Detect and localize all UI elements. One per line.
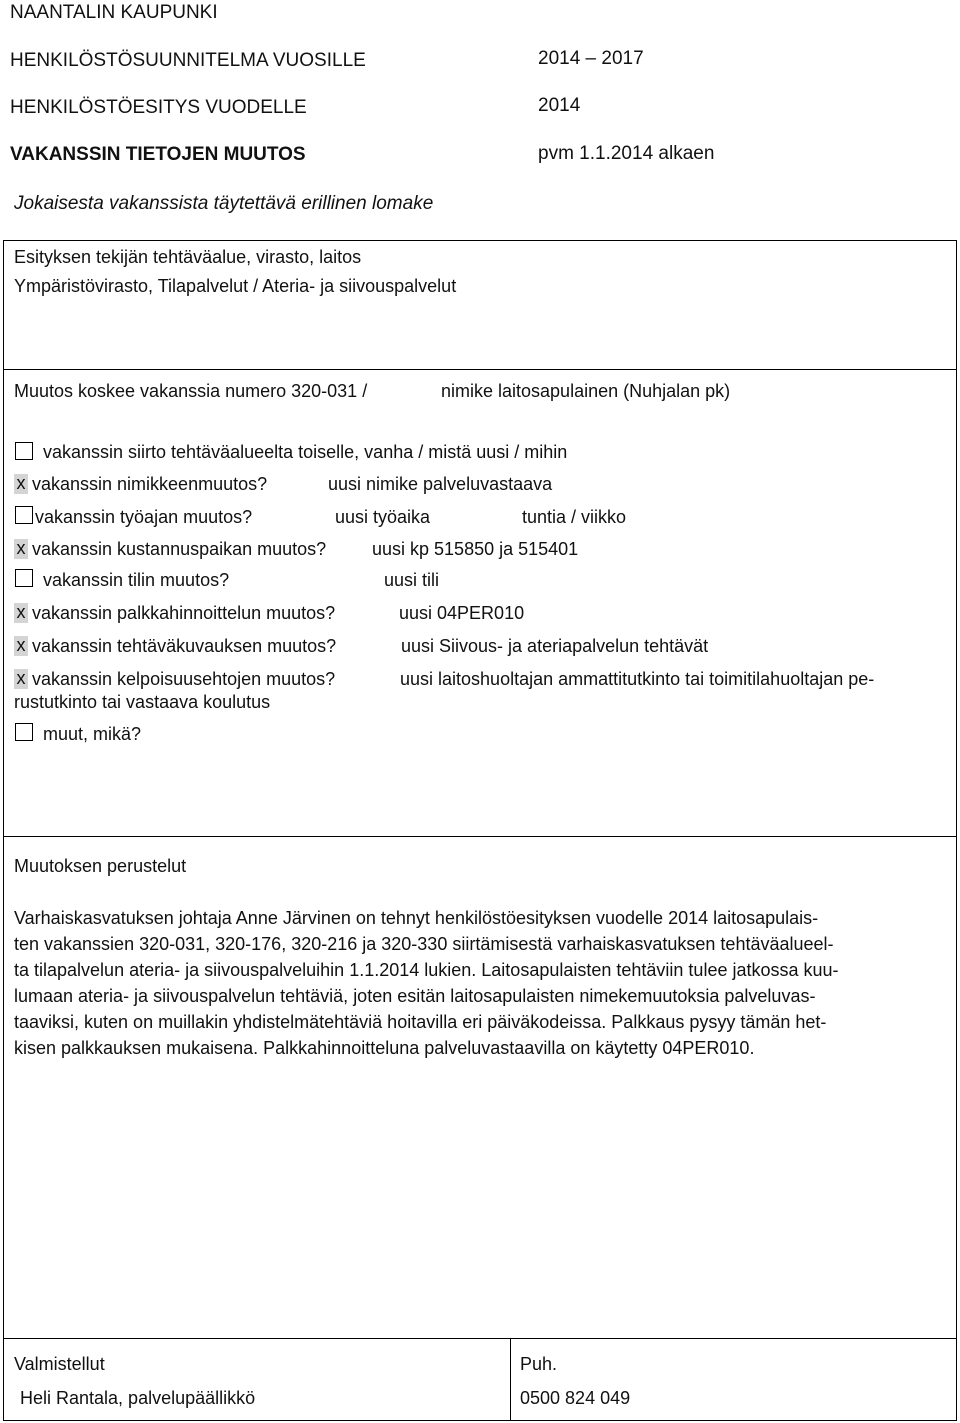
box2-top-border: [3, 369, 957, 370]
hours-change-label: vakanssin työajan muutos?: [35, 507, 253, 527]
job-description-value: uusi Siivous- ja ateriapalvelun tehtävät: [401, 636, 709, 656]
form-instruction: Jokaisesta vakanssista täytettävä erillinen lomake: [14, 193, 434, 214]
checkbox-qualifications-change[interactable]: x: [14, 669, 28, 689]
box2-right-border: [956, 369, 957, 837]
checkbox-job-description-change[interactable]: x: [14, 636, 28, 656]
footer-column-divider: [510, 1338, 511, 1421]
box3-left-border: [3, 836, 4, 1339]
account-change-value: uusi tili: [384, 570, 440, 590]
justification-line: Varhaiskasvatuksen johtaja Anne Järvinen on tehnyt henkilöstöesityksen vuodelle 2014 laitosapulais-: [14, 908, 819, 928]
vacancy-title: nimike laitosapulainen (Nuhjalan pk): [441, 381, 731, 401]
checkbox-title-change[interactable]: x: [14, 474, 28, 494]
change-title: VAKANSSIN TIETOJEN MUUTOS: [10, 144, 306, 165]
justification-line: taaviksi, kuten on muillakin yhdistelmätehtäviä hoitavilla eri päiväkodeissa. Palkkaus pysyy tämän het-: [14, 1012, 827, 1032]
box3-right-border: [956, 836, 957, 1339]
phone-label: Puh.: [520, 1354, 558, 1374]
other-change-label: muut, mikä?: [43, 724, 142, 744]
account-change-label: vakanssin tilin muutos?: [43, 570, 230, 590]
hours-change-unit: tuntia / viikko: [522, 507, 627, 527]
title-change-value: uusi nimike palveluvastaava: [328, 474, 553, 494]
justification-text: [14, 905, 944, 1061]
checkbox-account-change[interactable]: [15, 569, 33, 587]
justification-line: kisen palkkauksen mukaisena. Palkkahinnoitteluna palveluvastaavilla on käytetty 04PER010.: [14, 1038, 755, 1058]
footer-left-border: [3, 1338, 4, 1421]
cost-center-value: uusi kp 515850 ja 515401: [372, 539, 579, 559]
job-description-label: vakanssin tehtäväkuvauksen muutos?: [32, 636, 337, 656]
title-change-label: vakanssin nimikkeenmuutos?: [32, 474, 268, 494]
salary-change-value: uusi 04PER010: [399, 603, 525, 623]
transfer-label: vakanssin siirto tehtäväalueelta toiselle, vanha / mistä uusi / mihin: [43, 442, 568, 462]
qualifications-label: vakanssin kelpoisuusehtojen muutos?: [32, 669, 336, 689]
footer-right-border: [956, 1338, 957, 1421]
justification-line: lumaan ateria- ja siivouspalvelun tehtäviä, joten esitän laitosapulaisten nimekemuutoksia palveluvas-: [14, 986, 816, 1006]
prepared-by-label: Valmistellut: [14, 1354, 105, 1374]
box2-left-border: [3, 369, 4, 837]
qualifications-value-continued: rustutkinto tai vastaava koulutus: [14, 692, 271, 712]
justification-label: Muutoksen perustelut: [14, 856, 187, 876]
hours-change-value: uusi työaika: [335, 507, 431, 527]
checkbox-transfer[interactable]: [15, 442, 33, 460]
plan-years: 2014 – 2017: [538, 48, 644, 69]
checkbox-hours-change[interactable]: [15, 506, 33, 524]
salary-change-label: vakanssin palkkahinnoittelun muutos?: [32, 603, 336, 623]
presenter-label: Esityksen tekijän tehtäväalue, virasto, laitos: [14, 247, 362, 267]
proposal-title: HENKILÖSTÖESITYS VUODELLE: [10, 97, 307, 118]
city-name: NAANTALIN KAUPUNKI: [10, 2, 218, 23]
footer-bottom-border: [3, 1420, 957, 1421]
qualifications-value: uusi laitoshuoltajan ammattitutkinto tai toimitilahuoltajan pe-: [400, 669, 875, 689]
box1-top-border: [3, 240, 957, 241]
effective-date: pvm 1.1.2014 alkaen: [538, 143, 715, 164]
box1-right-border: [956, 240, 957, 370]
justification-line: ta tilapalvelun ateria- ja siivouspalveluihin 1.1.2014 lukien. Laitosapulaisten tehtäviin tulee jatkossa kuu-: [14, 960, 839, 980]
justification-line: ten vakanssien 320-031, 320-176, 320-216 ja 320-330 siirtämisestä varhaiskasvatuksen tehtäväalueel-: [14, 934, 834, 954]
cost-center-label: vakanssin kustannuspaikan muutos?: [32, 539, 327, 559]
vacancy-number: Muutos koskee vakanssia numero 320-031 /: [14, 381, 368, 401]
checkbox-other-change[interactable]: [15, 723, 33, 741]
footer-top-border: [3, 1338, 957, 1339]
proposal-year: 2014: [538, 95, 581, 116]
plan-title: HENKILÖSTÖSUUNNITELMA VUOSILLE: [10, 50, 366, 71]
box1-left-border: [3, 240, 4, 370]
checkbox-cost-center-change[interactable]: x: [14, 539, 28, 559]
prepared-by-value: Heli Rantala, palvelupäällikkö: [20, 1388, 256, 1408]
phone-value: 0500 824 049: [520, 1388, 631, 1408]
checkbox-salary-change[interactable]: x: [14, 603, 28, 623]
presenter-value: Ympäristövirasto, Tilapalvelut / Ateria- ja siivouspalvelut: [14, 276, 457, 296]
box3-top-border: [3, 836, 957, 837]
